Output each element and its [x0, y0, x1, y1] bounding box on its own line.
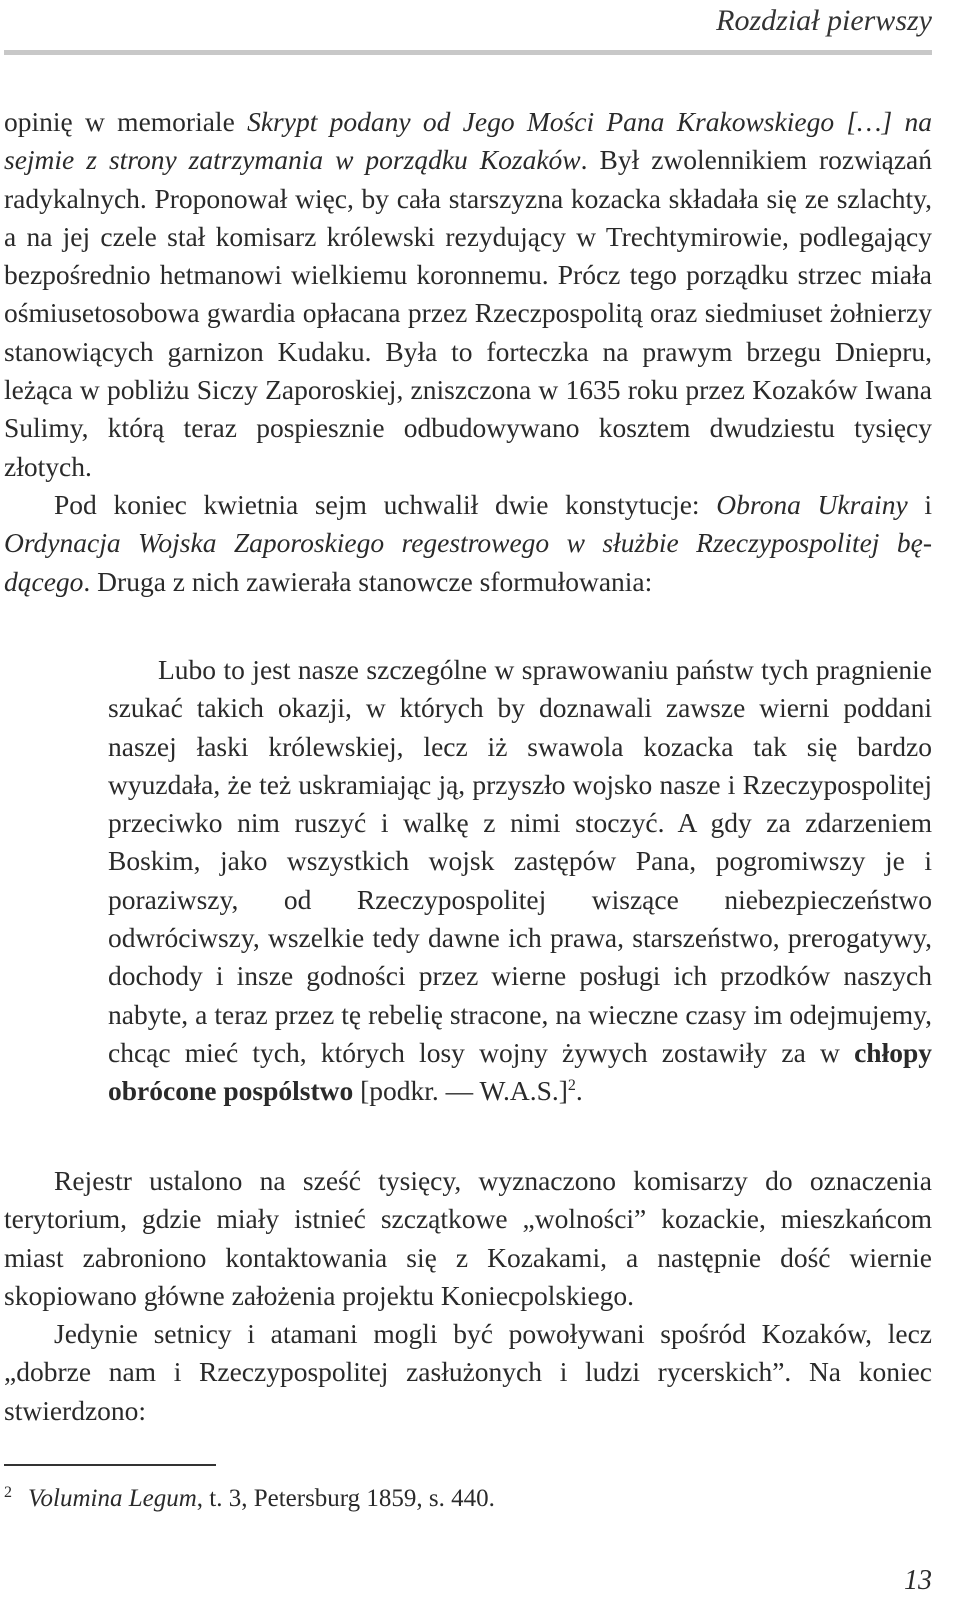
running-title: Rozdział pierwszy: [716, 4, 932, 37]
text-run: [podkr. — W.A.S.]: [353, 1075, 568, 1107]
body-text-bottom: [4, 1162, 932, 1430]
italic-text: Ordynacja Wojska Zaporoskiego regestrowego w służbie Rzeczypospolitej będącego: [4, 527, 932, 597]
bold-text: chłopy obrócone pospólstwo: [108, 1036, 932, 1107]
text-run: .: [575, 1075, 583, 1107]
footnote-text: [28, 1485, 495, 1512]
text-run: opinię w memoriale: [4, 106, 248, 137]
italic-text: Skrypt podany od Jego Mości Pana Krakowskiego […] na sejmie z strony zatrzymania w porządku Kozaków: [4, 106, 933, 176]
footnote-ref: 2: [567, 1077, 576, 1095]
text-run: i: [907, 488, 933, 520]
block-quote: [108, 651, 932, 1111]
paragraph: [4, 1162, 932, 1315]
italic-text: Volumina Legum: [28, 1485, 197, 1512]
footnote: [4, 1477, 932, 1515]
footnote-number: 2: [4, 1484, 12, 1501]
footnote-divider: [4, 1464, 216, 1466]
text-run: Rejestr ustalono na sześć tysięcy, wyznaczono komisarzy do oznaczenia terytorium, gdzie miały istnieć szczątkowe „wolności” kozackie, mieszkańcom miast zabroniono kontaktowania się z Kozakami, a następnie dość wiernie skopiowano główne założenia projektu Koniecpolskiego.: [4, 1165, 932, 1311]
header-divider: [4, 50, 932, 55]
text-run: . Druga z nich zawierała stanowcze sformułowania:: [83, 565, 653, 597]
paragraph: [4, 103, 932, 486]
text-run: Jedynie setnicy i atamani mogli być powoływani spośród Kozaków, lecz „dobrze nam i Rzeczypospolitej zasłużonych i ludzi rycerskich”. Na koniec stwierdzono:: [4, 1318, 932, 1426]
text-run: Lubo to jest nasze szczególne w sprawowaniu państw tych pragnienie szukać takich okazji, w których by doznawali zawsze wierni poddani naszej łaski królewskiej, lecz iż swawola kozacka tak się bardzo wyuzdała, że też uskramiając ją, przyszło wojsko nasze i Rzeczypospolitej przeciwko nim ruszyć i walkę z nimi stoczyć. A gdy za zdarzeniem Boskim, jako wszystkich wojsk zastępów Pana, pogromiwszy je i poraziwszy, od Rzeczypospolitej wiszące niebezpieczeństwo odwróciwszy, wszelkie tedy dawne ich prawa, starszeństwo, prerogatywy, dochody i insze godności przez wierne posługi ich przodków naszych nabyte, a teraz przez tę rebelię stracone, na wieczne czasy im odejmujemy, chcąc mieć tych, których losy wojny żywych zostawiły za w: [108, 654, 932, 1068]
page-number: 13: [904, 1565, 932, 1596]
text-run: . Był zwolennikiem rozwiązań radykalnych. Proponował więc, by cała starszyzna kozacka składała się ze szlachty, a na jej czele stał komisarz królewski rezydujący w Trechtymirowie, podlegający bezpośrednio hetmanowi wielkiemu koronnemu. Prócz tego porządku strzec miała ośmiusetosobowa gwardia opłacana przez Rzeczpospolitą oraz siedmiuset żołnierzy stanowiących garnizon Kudaku. Była to forteczka na prawym brzegu Dniepru, leżąca w pobliżu Siczy Zaporoskiej, zniszczona w 1635 roku przez Kozaków Iwana Sulimy, którą teraz pospiesznie odbudowywano kosztem dwudziestu tysięcy złotych.: [4, 144, 932, 482]
text-run: Pod koniec kwietnia sejm uchwalił dwie konstytucje:: [54, 488, 717, 520]
quote-paragraph: [108, 651, 932, 1111]
body-text-top: [4, 103, 932, 601]
paragraph: [4, 486, 932, 601]
italic-text: Obrona Ukrainy: [716, 488, 908, 520]
paragraph: [4, 1315, 932, 1430]
text-run: , t. 3, Petersburg 1859, s. 440.: [196, 1485, 495, 1512]
